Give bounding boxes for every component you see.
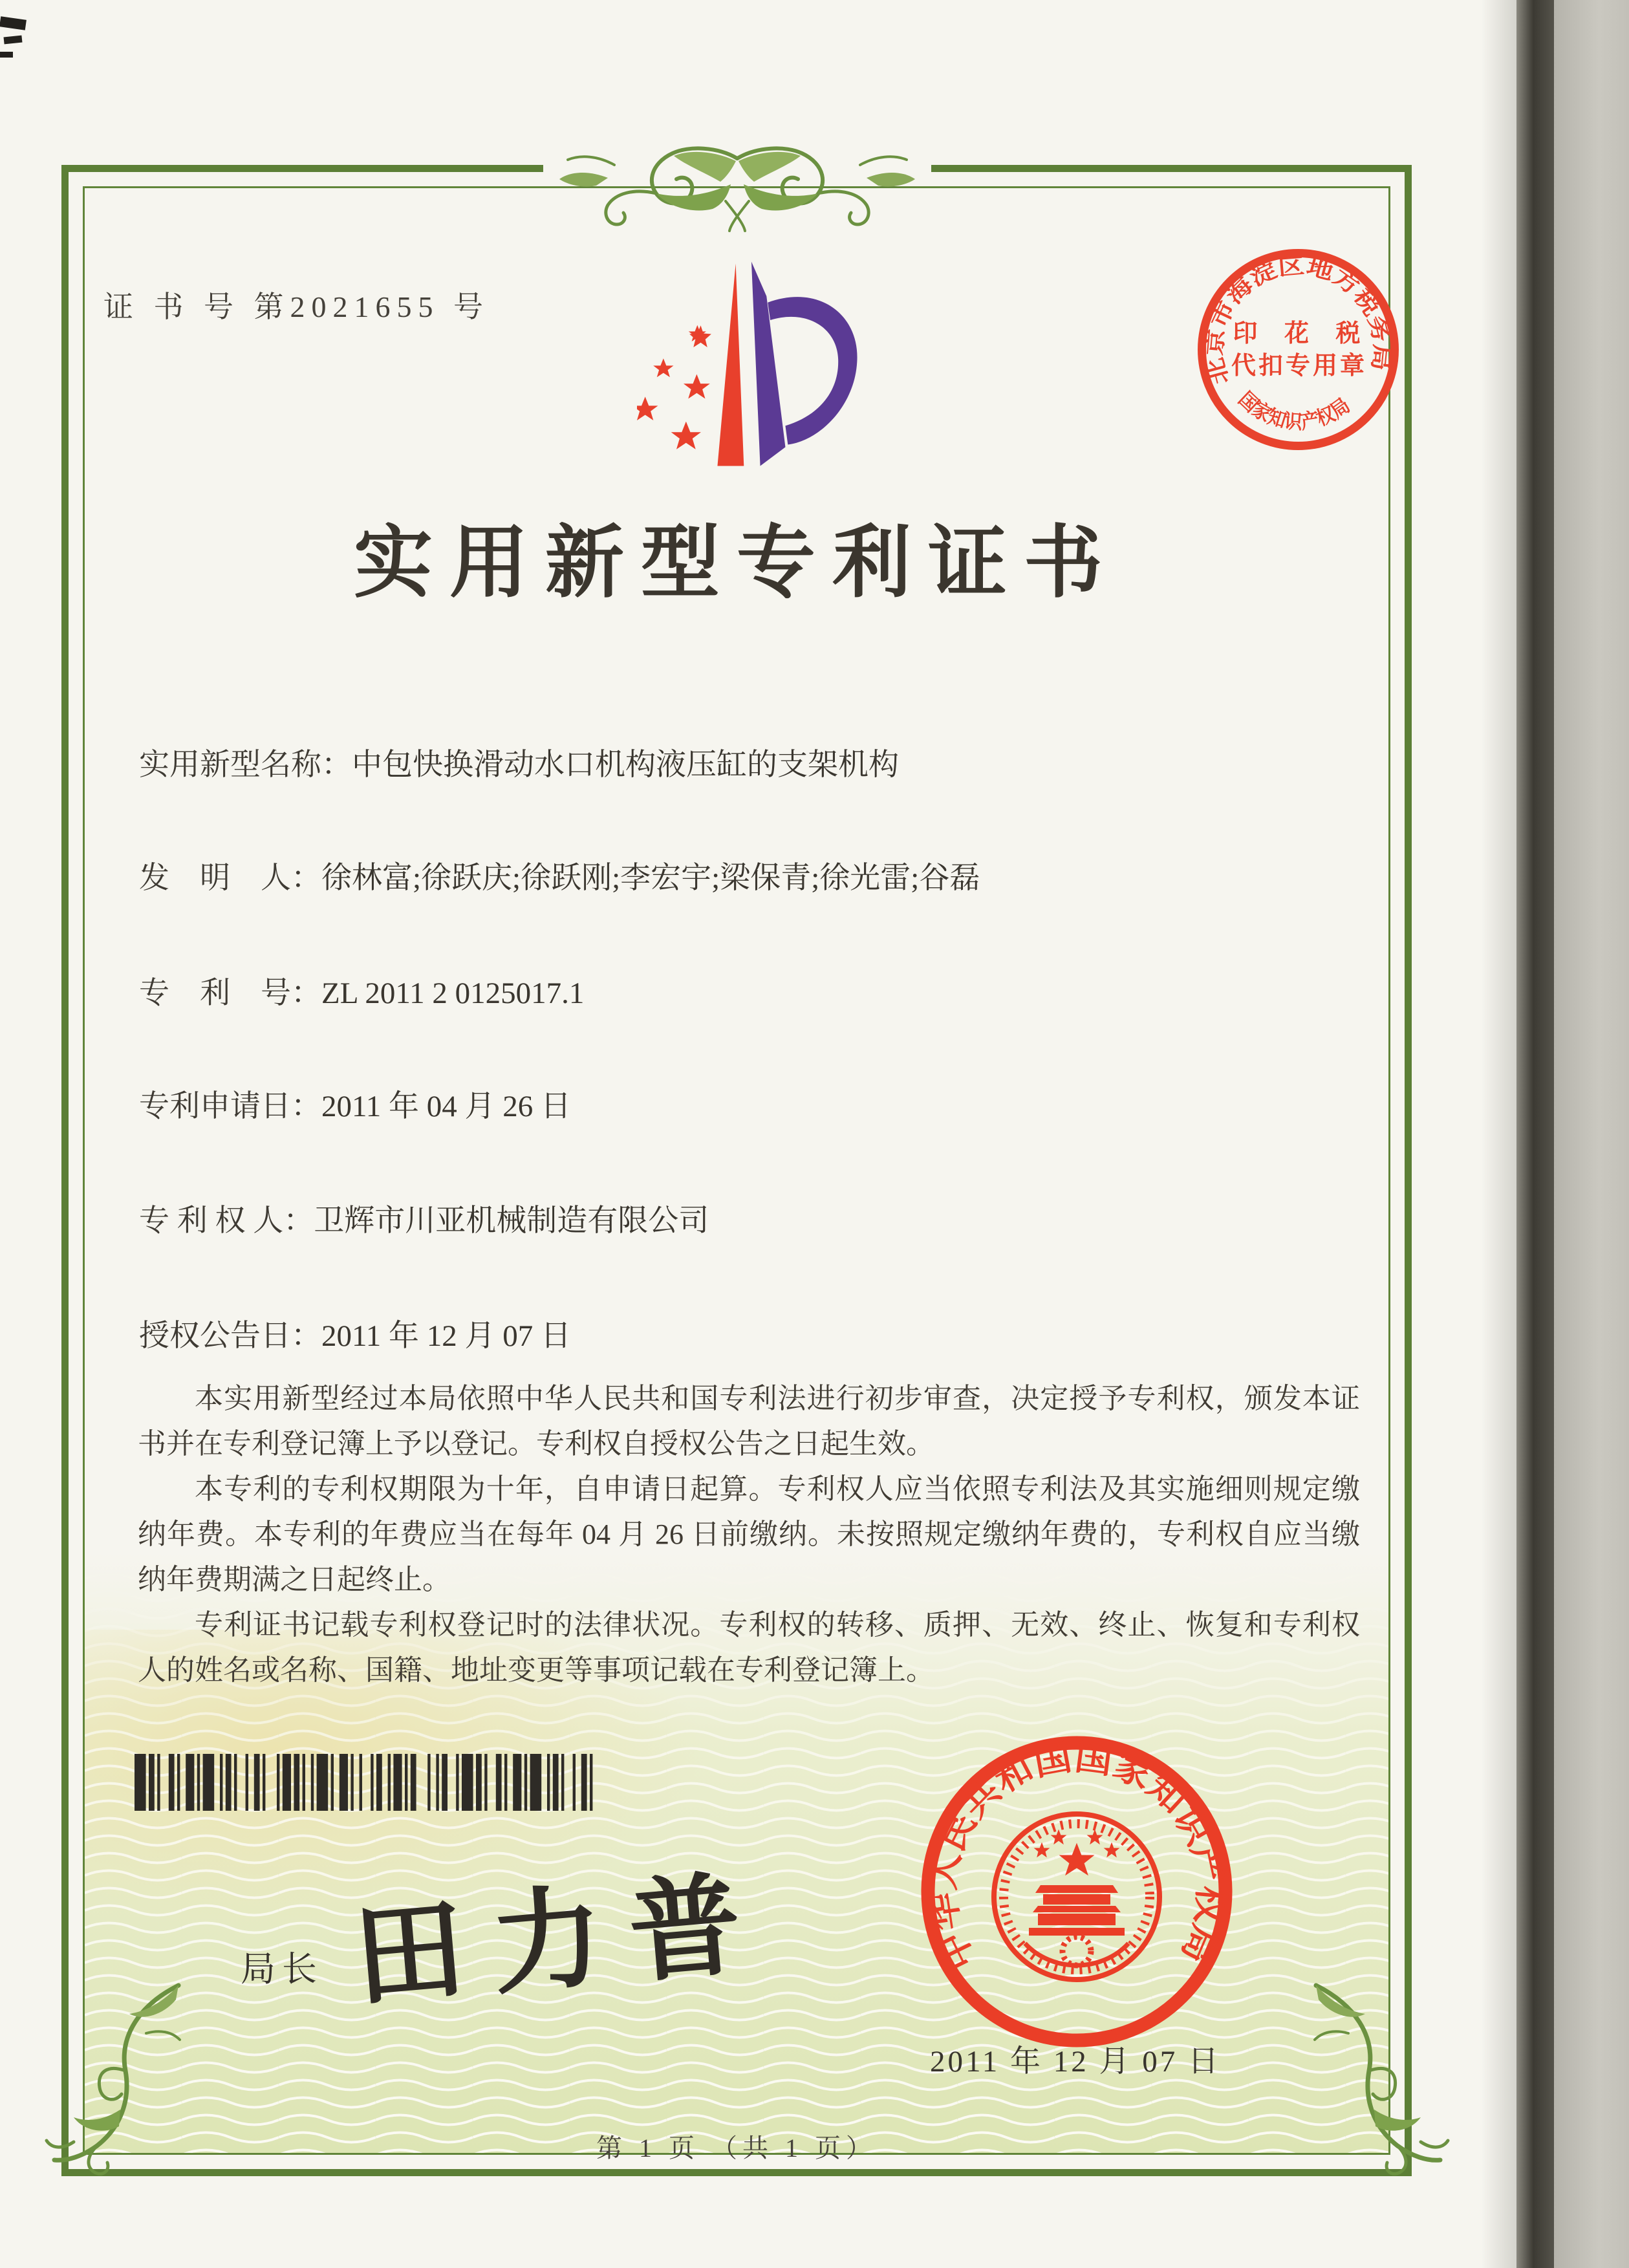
office-seal: [909, 1723, 1245, 2060]
field-filing-date: [139, 1082, 1368, 1125]
field-patentee: [139, 1196, 1368, 1240]
scanner-background: [1554, 0, 1629, 2268]
tax-stamp-line2: 代扣专用章: [1231, 352, 1368, 380]
national-emblem: [994, 1814, 1160, 1980]
commissioner-label: 局长: [241, 1950, 323, 1989]
scan-dark-edge: [1516, 0, 1554, 2268]
field-label: 发 明 人：: [139, 861, 321, 895]
office-seal-arc-text: 中华人民共和国国家知识产权局: [922, 1737, 1231, 1976]
field-label: 授权公告日：: [139, 1319, 321, 1353]
legal-paragraph: 本专利的专利权期限为十年，自申请日起算。专利权人应当依照专利法及其实施细则规定缴纳年费。本专利的年费应当在每年 04 月 26 日前缴纳。未按照规定缴纳年费的，专利权自应当缴纳年费期满之日起终止。: [138, 1473, 1360, 1595]
field-label: 专利申请日：: [139, 1090, 321, 1123]
certificate-number: 证 书 号 第2021655 号: [103, 290, 490, 323]
field-utility-model-name: [139, 740, 1368, 784]
legal-text-block: [138, 1376, 1360, 1693]
tax-stamp-arc-top: 北京市海淀区地方税务局: [1203, 255, 1393, 387]
legal-paragraph: 本实用新型经过本局依照中华人民共和国专利法进行初步审查，决定授予专利权，颁发本证书并在专利登记簿上予以登记。专利权自授权公告之日起生效。: [138, 1383, 1360, 1460]
page-footer: 第 1 页 （共 1 页）: [596, 2133, 877, 2163]
field-label: 实用新型名称：: [139, 748, 352, 782]
svg-text:国家知识产权局: [1235, 387, 1354, 433]
commissioner-signature: 田力普: [349, 1862, 773, 2021]
field-value: 徐林富;徐跃庆;徐跃刚;李宏宇;梁保青;徐光雷;谷磊: [321, 861, 980, 895]
scan-smudge: [0, 52, 13, 58]
tax-stamp-arc-bottom: 国家知识产权局: [1234, 387, 1356, 434]
issue-date: 2011 年 12 月 07 日: [930, 2045, 1222, 2079]
top-flourish-ornament: [498, 139, 976, 236]
field-inventors: [139, 854, 1368, 897]
logo-stars: [637, 325, 710, 449]
field-value: 卫辉市川亚机械制造有限公司: [314, 1204, 709, 1238]
sipo-logo: [637, 255, 863, 475]
field-value: 中包快换滑动水口机构液压缸的支架机构: [352, 748, 899, 782]
field-value: ZL 2011 2 0125017.1: [321, 977, 585, 1010]
field-label: 专 利 权 人：: [139, 1204, 314, 1238]
paper-edge-shadow: [1481, 0, 1516, 2268]
certificate-title: 实用新型专利证书: [354, 520, 1119, 607]
field-value: 2011 年 12 月 07 日: [321, 1319, 572, 1353]
field-grant-date: [139, 1312, 1368, 1355]
tax-stamp: [1193, 244, 1403, 455]
legal-paragraph: 专利证书记载专利权登记时的法律状况。专利权的转移、质押、无效、终止、恢复和专利权人的姓名或名称、国籍、地址变更等事项记载在专利登记簿上。: [138, 1609, 1360, 1686]
field-patent-number: [139, 969, 1368, 1012]
field-label: 专 利 号：: [139, 977, 321, 1010]
tax-stamp-line1: 印 花 税: [1233, 320, 1371, 347]
barcode: [135, 1754, 603, 1811]
field-value: 2011 年 04 月 26 日: [321, 1090, 572, 1123]
